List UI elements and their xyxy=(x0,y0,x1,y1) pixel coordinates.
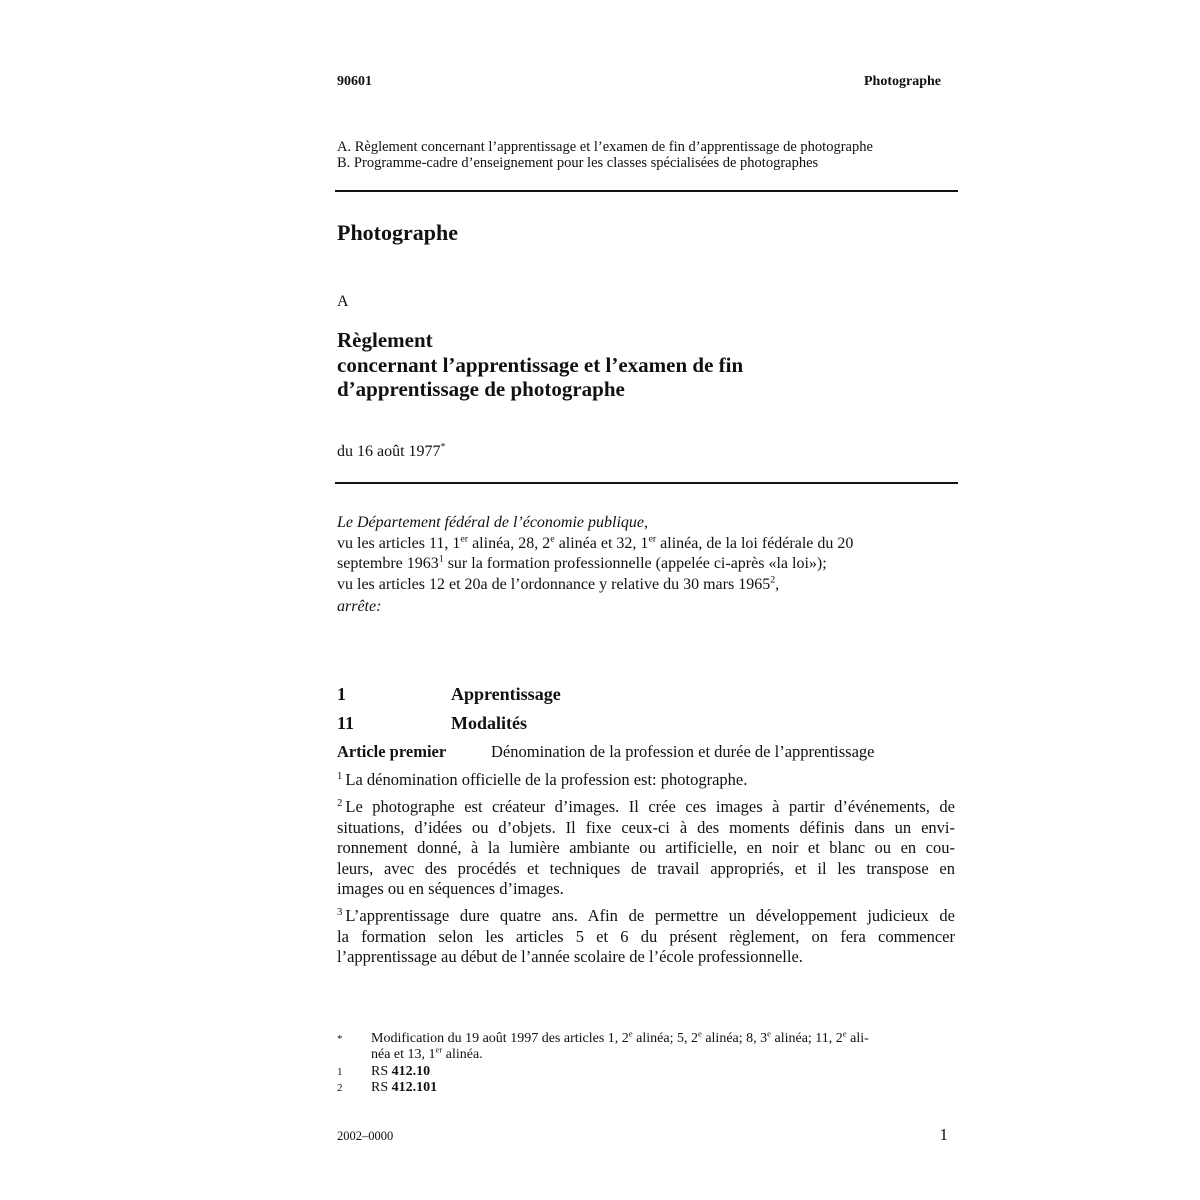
part-letter: A xyxy=(337,293,349,310)
footnote-ref-1: 1 xyxy=(438,553,444,565)
regulation-title-line: d’apprentissage de photographe xyxy=(337,377,625,401)
regulation-title-line: concernant l’apprentissage et l’examen de fin xyxy=(337,352,744,377)
running-title: Photographe xyxy=(864,74,941,89)
footer-code: 2002–0000 xyxy=(337,1129,394,1143)
contents-item: B. Programme-cadre d’enseignement pour les classes spécialisées de photographes xyxy=(337,155,819,171)
regulation-title xyxy=(337,328,957,402)
section-title: Modalités xyxy=(451,713,527,733)
regulation-title-line: Règlement xyxy=(337,328,433,352)
doc-number: 90601 xyxy=(337,74,372,89)
footnote-ref-2: 2 xyxy=(770,574,776,586)
article-heading xyxy=(337,742,875,762)
page-number: 1 xyxy=(939,1125,948,1144)
preamble-line: vu les articles 11, 1er alinéa, 28, 2e alinéa et 32, 1er alinéa, de la loi fédérale du 20 xyxy=(337,533,854,552)
footnote-text: RS 412.101 xyxy=(371,1080,438,1095)
preamble-authority: Le Département fédéral de l’économie publique, xyxy=(337,514,649,531)
paragraph-number: 3 xyxy=(337,905,343,918)
footnote-text: RS 412.10 xyxy=(371,1064,431,1079)
article-paragraph: $^3$ L’apprentissage dure quatre ans. Afin de permettre un développement judicieux de la formation selon les articles 5 et 6 du présent règlement, on fera commencer l’apprentissage au début de l’année scolaire de l’école professionnelle. xyxy=(337,905,955,966)
section-number: 1 xyxy=(337,684,346,704)
paragraph-number: 2 xyxy=(337,796,343,809)
preamble-line: septembre 1963$^1$ sur la formation professionnelle (appelée ci-après «la loi»); xyxy=(337,553,827,572)
page-title: Photographe xyxy=(337,220,458,245)
contents-item: A. Règlement concernant l’apprentissage et l’examen de fin d’apprentissage de photographe xyxy=(337,139,873,155)
footnote-ref-star: * xyxy=(440,441,446,453)
divider-top xyxy=(335,190,958,192)
article-title: Dénomination de la profession et durée de l’apprentissage xyxy=(491,742,875,761)
article-paragraph: $^2$ Le photographe est créateur d’images. Il crée ces images à partir d’événements, de situations, d’idées ou d’objets. Il fixe ceux-ci à des moments définis dans un envi- ronnement donné, à la lumière ambiante ou artificielle, en noir et blanc ou en cou- leurs, avec des procédés et techniques de travail appropriés, et il les transpose en images ou en séquences d’images. xyxy=(337,796,955,898)
section-title: Apprentissage xyxy=(451,684,561,704)
regulation-date xyxy=(337,443,446,461)
footnote-text: Modification du 19 août 1997 des articles 1, 2e alinéa; 5, 2e alinéa; 8, 3e alinéa; 11, 2e ali- néa et 13, 1er alinéa. xyxy=(371,1028,869,1062)
preamble-line: vu les articles 12 et 20a de l’ordonnance y relative du 30 mars 1965$^2$, xyxy=(337,574,780,593)
contents-list xyxy=(337,139,977,171)
divider-bottom xyxy=(335,482,958,484)
regulation-date-text: du 16 août 1977 xyxy=(337,443,441,460)
article-label: Article premier xyxy=(337,742,447,761)
paragraph-number: 1 xyxy=(337,769,343,782)
footnote-marker: 1 xyxy=(337,1066,343,1078)
article-paragraph: $^1$ La dénomination officielle de la profession est: photographe. xyxy=(337,769,748,789)
footnote-marker: * xyxy=(337,1033,343,1045)
footnote-marker: 2 xyxy=(337,1082,343,1094)
preamble-decree: arrête: xyxy=(337,598,382,615)
section-number: 11 xyxy=(337,713,355,733)
preamble xyxy=(337,513,962,618)
